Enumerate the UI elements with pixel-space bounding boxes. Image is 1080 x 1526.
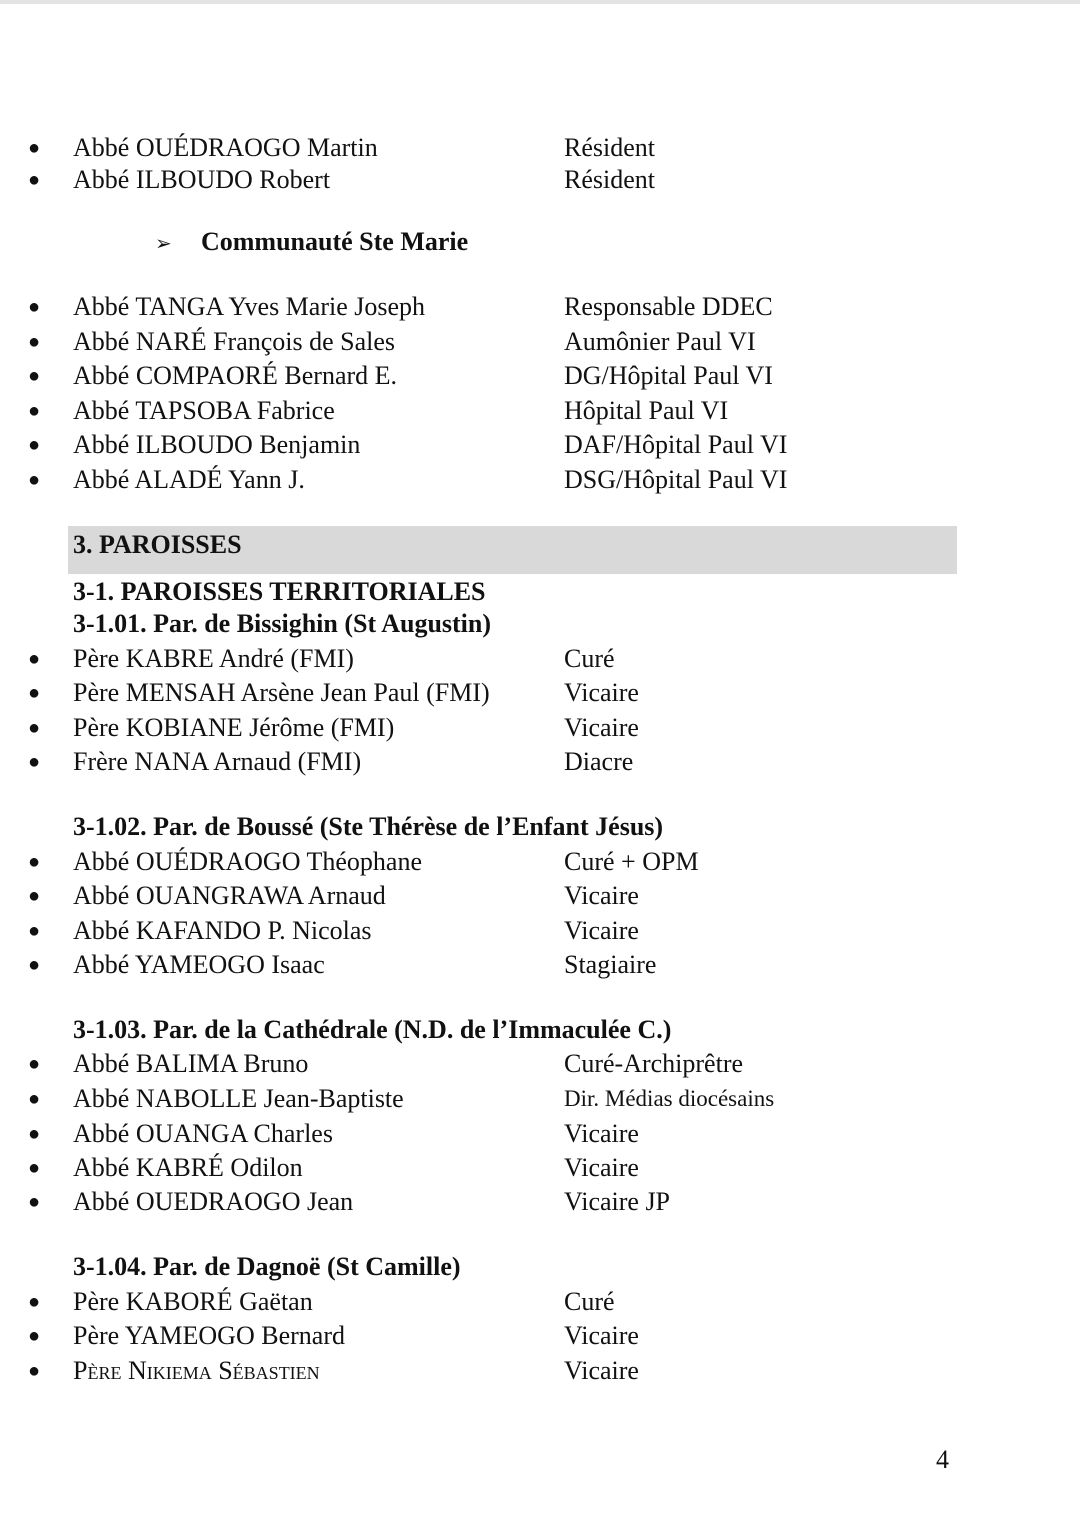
list-item [0,845,1000,879]
person-name: Abbé KABRÉ Odilon [73,1153,303,1182]
person-role: Vicaire [564,916,639,945]
list-item [0,1354,1000,1388]
bullet-icon: ● [28,296,41,318]
person-name: Père KOBIANE Jérôme (FMI) [73,713,395,742]
bullet-icon: ● [28,1291,41,1313]
person-role: Curé [564,644,615,673]
person-role: Vicaire JP [564,1187,671,1216]
person-role: DAF/Hôpital Paul VI [564,430,788,459]
list-item [0,1151,1000,1185]
person-name: Abbé TAPSOBA Fabrice [73,396,335,425]
list-item [0,463,1000,497]
person-name: Père KABORÉ Gaëtan [73,1287,313,1316]
list-item [0,711,1000,745]
bullet-icon: ● [28,400,41,422]
parish-title: 3-1.01. Par. de Bissighin (St Augustin) [73,609,492,638]
person-name: Abbé OUANGA Charles [73,1119,333,1148]
list-item [0,163,1000,197]
list-item [0,131,1000,165]
list-item [0,948,1000,982]
list-item [0,1117,1000,1151]
bullet-icon: ● [28,1088,41,1110]
parish-title: 3-1.03. Par. de la Cathédrale (N.D. de l’Immaculée C.) [73,1015,672,1044]
person-name: Abbé ILBOUDO Robert [73,165,331,194]
person-role: Vicaire [564,1321,639,1350]
person-name: Père Nikiema Sébastien [73,1356,320,1385]
bullet-icon: ● [28,169,41,191]
list-item [0,676,1000,710]
person-name: Abbé YAMEOGO Isaac [73,950,325,979]
list-item [0,428,1000,462]
section-heading-band [68,526,957,574]
list-item [0,359,1000,393]
list-item [0,879,1000,913]
person-name: Abbé NARÉ François de Sales [73,327,396,356]
person-role: Vicaire [564,1153,639,1182]
person-name: Père MENSAH Arsène Jean Paul (FMI) [73,678,490,707]
list-item [0,1047,1000,1081]
person-role: Vicaire [564,1119,639,1148]
person-role: Vicaire [564,678,639,707]
bullet-icon: ● [28,365,41,387]
person-role: Dir. Médias diocésains [564,1086,775,1111]
person-name: Abbé BALIMA Bruno [73,1049,309,1078]
person-name: Abbé OUEDRAOGO Jean [73,1187,354,1216]
list-item [0,1285,1000,1319]
bullet-icon: ● [28,717,41,739]
person-name: Abbé NABOLLE Jean-Baptiste [73,1084,404,1113]
person-name: Père KABRE André (FMI) [73,644,354,673]
community-title: Communauté Ste Marie [201,227,469,256]
person-role: Curé [564,1287,615,1316]
person-name: Abbé TANGA Yves Marie Joseph [73,292,426,321]
bullet-icon: ● [28,851,41,873]
bullet-icon: ● [28,137,41,159]
person-role: Résident [564,165,655,194]
bullet-icon: ● [28,920,41,942]
list-item [0,1319,1000,1353]
list-item [0,914,1000,948]
person-role: Vicaire [564,881,639,910]
person-role: Responsable DDEC [564,292,773,321]
bullet-icon: ● [28,469,41,491]
bullet-icon: ● [28,751,41,773]
person-name: Abbé OUÉDRAOGO Martin [73,133,378,162]
person-role: Stagiaire [564,950,657,979]
person-role: Vicaire [564,1356,639,1385]
bullet-icon: ● [28,1360,41,1382]
bullet-icon: ● [28,954,41,976]
community-heading [155,225,468,260]
person-name: Abbé KAFANDO P. Nicolas [73,916,372,945]
person-role: Hôpital Paul VI [564,396,729,425]
list-item [0,290,1000,324]
section-title: 3. PAROISSES [73,530,242,559]
list-item [0,642,1000,676]
parish-title: 3-1.02. Par. de Boussé (Ste Thérèse de l’Enfant Jésus) [73,812,664,841]
arrow-bullet-icon: ➢ [155,231,172,255]
person-name: Abbé OUÉDRAOGO Théophane [73,847,423,876]
person-role: Curé-Archiprêtre [564,1049,744,1078]
list-item [0,325,1000,359]
person-role: Curé + OPM [564,847,699,876]
person-name: Abbé ALADÉ Yann J. [73,465,305,494]
bullet-icon: ● [28,885,41,907]
bullet-icon: ● [28,1325,41,1347]
bullet-icon: ● [28,434,41,456]
list-item [0,1185,1000,1219]
person-role: DG/Hôpital Paul VI [564,361,773,390]
list-item [0,1082,1000,1116]
list-item [0,745,1000,779]
bullet-icon: ● [28,1123,41,1145]
person-name: Père YAMEOGO Bernard [73,1321,345,1350]
person-name: Abbé OUANGRAWA Arnaud [73,881,386,910]
bullet-icon: ● [28,331,41,353]
bullet-icon: ● [28,1053,41,1075]
person-role: Diacre [564,747,634,776]
subsection-title: 3-1. PAROISSES TERRITORIALES [73,577,486,606]
parish-title: 3-1.04. Par. de Dagnoë (St Camille) [73,1252,461,1281]
page-number: 4 [936,1445,949,1474]
bullet-icon: ● [28,682,41,704]
person-role: Vicaire [564,713,639,742]
bullet-icon: ● [28,1157,41,1179]
person-name: Abbé COMPAORÉ Bernard E. [73,361,398,390]
person-name: Frère NANA Arnaud (FMI) [73,747,362,776]
list-item [0,394,1000,428]
bullet-icon: ● [28,648,41,670]
person-role: DSG/Hôpital Paul VI [564,465,788,494]
person-role: Résident [564,133,655,162]
person-role: Aumônier Paul VI [564,327,756,356]
top-edge [0,0,1080,4]
person-name: Abbé ILBOUDO Benjamin [73,430,361,459]
bullet-icon: ● [28,1191,41,1213]
